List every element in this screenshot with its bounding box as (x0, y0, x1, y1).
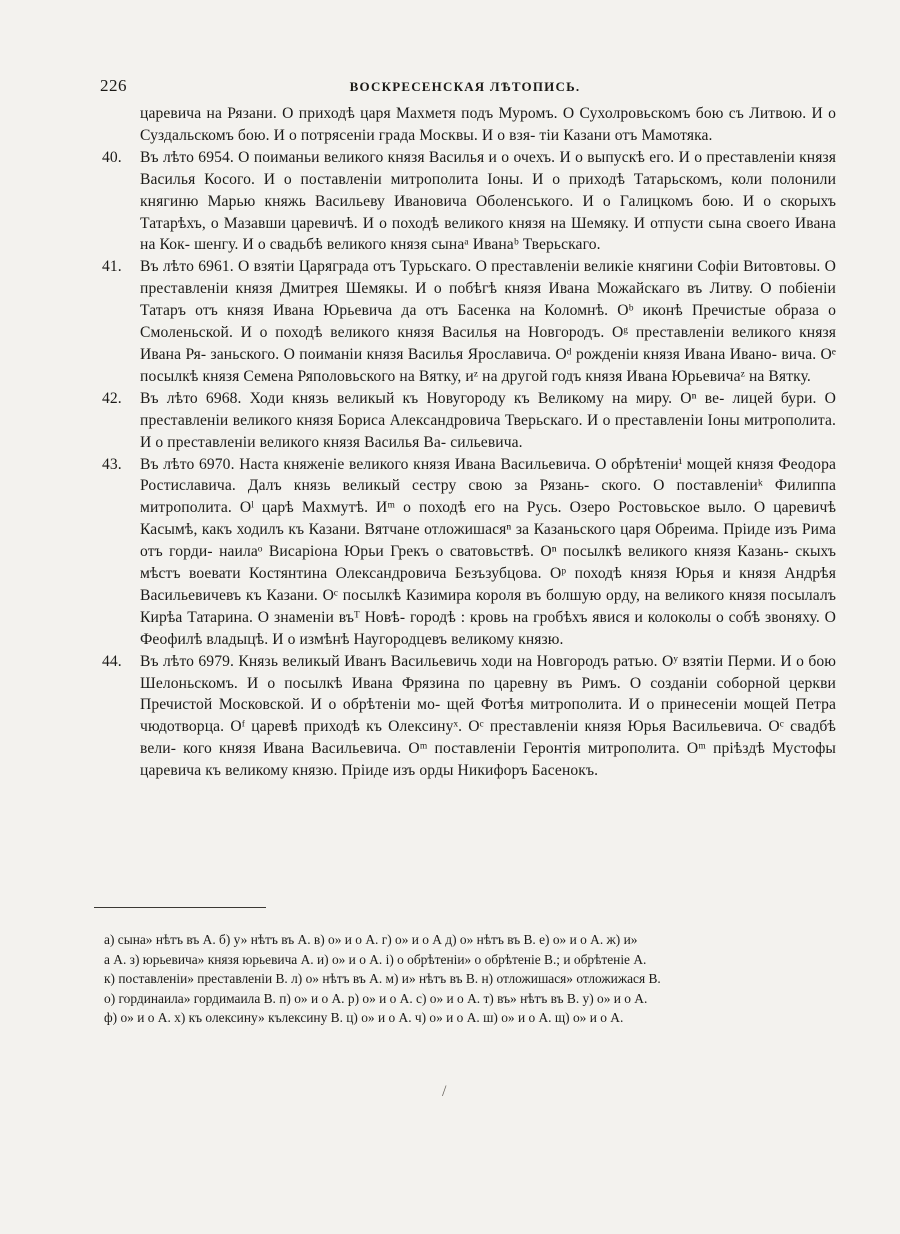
text-line: Въ лѣто 6970. Наста княженіе великого князя Ивана Васильевича. О обрѣтеніиⁱ (140, 455, 682, 473)
text-line: городѣ : кровь на гробѣхъ явися и колоколы о собѣ звоняху. О Феофилѣ владыцѣ. (140, 608, 836, 648)
footnote-line: о) гординаила» гордимаила В. п) о» и о А. р) о» и о А. с) о» и о А. т) въ» нѣтъ въ В. у) о» и о А. (104, 990, 648, 1006)
text-line: тіи Казани отъ Мамотяка. (539, 126, 713, 144)
text-line: щей Фотѣя митрополита. И о принесеніи мощей Петра чюдотворца. Оᶠ царевѣ (140, 696, 836, 736)
text-line: сильевича. (450, 433, 523, 451)
bottom-mark: / (442, 1083, 447, 1100)
entry-number: 40. (102, 148, 122, 166)
text-line: ского. О поставленіиᵏ Филиппа митрополита. Оˡ царѣ Махмутѣ. Иᵐ о походѣ его (140, 477, 836, 517)
text-line: наилаᵒ Висаріона Юрьи Грекъ о сватовьствѣ. Оⁿ посылкѣ великого князя Казань- (219, 543, 789, 561)
text-line: отъ Басенка на Коломнѣ. Оᵇ иконѣ Пречистые образа о Смоленьской. И о походѣ (140, 302, 836, 342)
text-line: кого князя Ивана Васильевича. Оᵐ поставленіи Геронтія митрополита. Оᵐ пріѣздѣ (183, 740, 765, 758)
text-line: И о измѣнѣ Наугородцевъ великому князю. (272, 630, 564, 648)
text-line: взятіи Перми. И о бою Шелоньскомъ. И о посылкѣ Ивана Фрязина по царевну (140, 652, 837, 692)
page-header (100, 76, 830, 100)
lead-paragraph (140, 103, 836, 147)
running-title: ВОСКРЕСЕНСКАЯ ЛѢТОПИСЬ. (349, 79, 581, 94)
entry-number: 42. (102, 389, 122, 407)
text-line: Въ лѣто 6961. О взятіи Царяграда отъ Турьскаго. О преставленіи великіе княгини (140, 258, 694, 276)
entry-43 (102, 454, 837, 651)
footnote-line: а) сына» нѣтъ въ А. б) у» нѣтъ въ А. в) о» и о А. г) о» и о А д) о» нѣтъ въ В. е) о» и о А. ж) и» (104, 932, 638, 947)
text-line: вича. Оᵉ посылкѣ князя Семена Ряполовьского на Вятку, иᶻ на другой годъ князя (140, 345, 837, 385)
text-line: великого князя Василья на Новгородъ. Оᵍ преставленіи великого князя Ивана Ря- (140, 324, 837, 363)
text-line: мощей князя Феодора Ростиславича. Далъ князь великый сестру свою за Рязань- (140, 455, 836, 495)
text-line: приходѣ къ Олексинуˣ. Оᶜ преставленіи князя Юрья Васильевича. Оᶜ свадбѣ вели- (140, 718, 837, 758)
text-line: Ивана Юрьевичаᶻ на Вятку. (626, 367, 811, 385)
text-line: болшую орду, на великого князя посылалъ Кирѣа Татарина. О знаменіи въᵀ Новѣ- (140, 586, 837, 626)
text-line: И о преставленіи князя Василья Косого. И о поставленіи митрополита Іоны. И о (140, 148, 837, 188)
text-line: царевича на Рязани. О приходѣ царя Махметя подъ Муромъ. О Сухолровьскомъ (140, 105, 691, 122)
text-line: о преставленіи Іоны митрополита. И о преставленіи великого князя Василья Ва- (140, 411, 836, 451)
entry-number: 43. (102, 455, 122, 473)
footnote-line: а А. з) юрьевича» князя юрьевича А. и) о» и о А. і) о обрѣтеніи» о обрѣтеніе В.; и обрѣтеніе А. (104, 951, 647, 967)
text-line: Мустофы царевича къ великому князю. Пріиде изъ орды Никифоръ Басенокъ. (140, 740, 836, 780)
entry-number: 44. (102, 652, 122, 670)
text-line: въ Римъ. О созданіи соборной церкви Пречистой Московской. И о обрѣтеніи мо- (140, 674, 836, 714)
text-line: Юрья и князя Андрѣя Васильевичевъ къ Казани. Оᶜ посылкѣ Казимира короля въ (140, 565, 836, 604)
entry-44 (102, 651, 837, 782)
footnotes (104, 930, 834, 1028)
entry-41 (102, 256, 837, 387)
entry-number: 41. (102, 258, 122, 276)
footnote-divider (94, 907, 266, 908)
text-line: Вятчане отложишасяⁿ за Казаньского царя Обреима. Пріиде изъ Рима отъ горди- (140, 521, 836, 561)
text-line: Въ лѣто 6968. Ходи князь великый къ Новугороду къ Великому на миру. Оⁿ ве- (140, 389, 725, 407)
text-line: Въ лѣто 6954. О поиманьи великого князя Василья и о очехъ. И о выпускѣ его. (140, 148, 675, 166)
text-line: шенгу. И о свадьбѣ великого князя сынаᵃ Иванаᵇ Тверьскаго. (194, 236, 601, 254)
text-line: заньского. О поиманіи князя Василья Ярославича. Оᵈ рожденіи князя Ивана Ивано- (210, 345, 777, 363)
text-line: Оболенського. И о Галицкомъ бою. И о скорыхъ Татарѣхъ, о Мазавши царевичѣ. (140, 192, 836, 232)
footnote-line: ф) о» и о А. х) къ олексину» кълексину В. ц) о» и о А. ч) о» и о А. ш) о» и о А. щ) о» и о А. (104, 1010, 624, 1026)
page-number: 226 (100, 76, 127, 95)
entry-42 (102, 388, 837, 454)
chronicle-text (102, 103, 837, 782)
footnote-line: к) поставленіи» преставленіи В. л) о» нѣтъ въ А. м) и» нѣтъ въ В. н) отложишася» отложижася В. (104, 971, 661, 987)
text-line: бою съ Литвою. И о Суздальскомъ бою. И о потрясеніи града Москвы. И о взя- (140, 105, 836, 144)
text-line: скыхъ мѣстъ воевати Костянтина Олександровича Безъзубцова. Оᵖ походѣ князя (140, 543, 837, 583)
text-line: Въ лѣто 6979. Князь великый Иванъ Васильевичь ходи на Новгородъ ратью. Оʸ (140, 652, 679, 670)
text-line: лицей бури. О преставленіи великого князя Бориса Александровича Тверьскаго. И (140, 389, 837, 429)
entry-40 (102, 147, 837, 257)
text-line: И о походѣ великого князя на Шемяку. И отпусти сына своего Ивана на Кок- (140, 214, 837, 254)
text-line: Софіи Витовтовы. О преставленіи князя Дмитрея Шемякы. И о побѣгѣ князя (140, 258, 836, 298)
text-line: Ивана Можайскаго въ Литву. О побіеніи Татаръ отъ князя Ивана Юрьевича да (140, 280, 836, 320)
text-line: на Русь. Озеро Ростовьское выло. О царевичѣ Касымѣ, какъ ходилъ къ Казани. (140, 499, 837, 539)
text-line: приходѣ Татарьскомъ, коли полонили княгиню Марью княжь Васильеву Ивановича (140, 170, 837, 210)
